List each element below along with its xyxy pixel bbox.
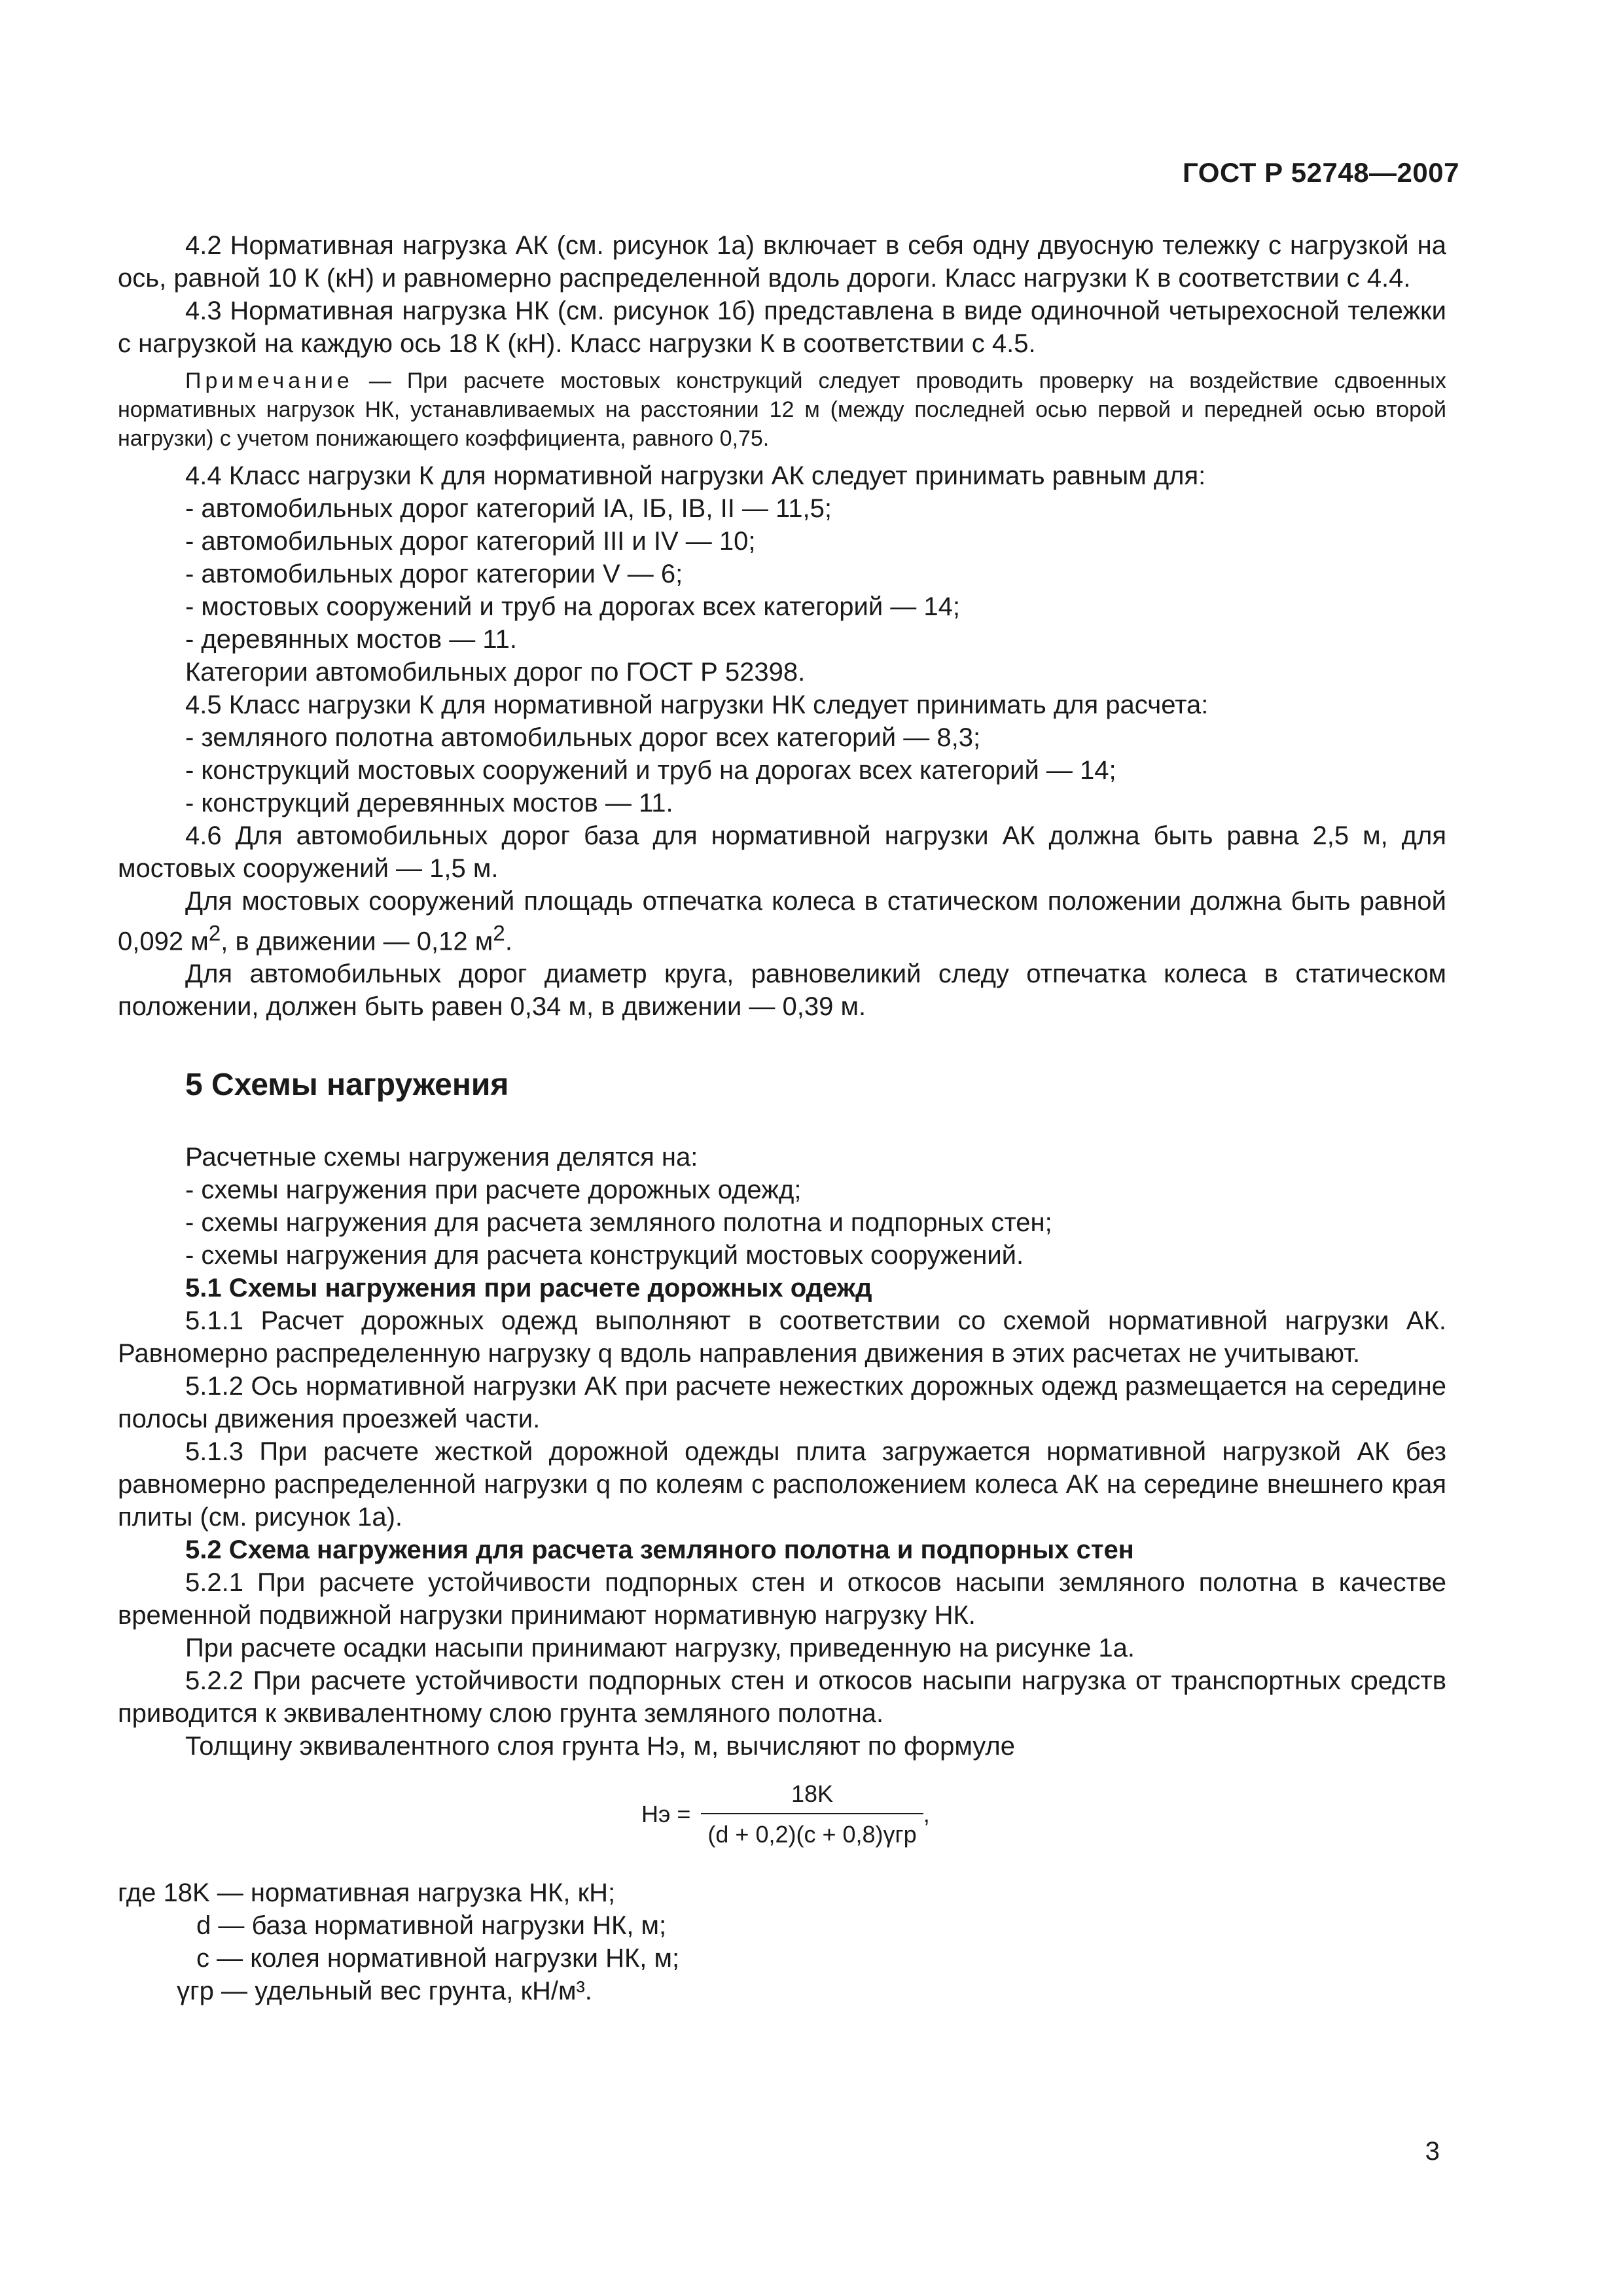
definition-c: c — колея нормативной нагрузки НК, м;	[196, 1944, 680, 1973]
subsection-5-2-heading: 5.2 Схема нагружения для расчета земляного полотна и подпорных стен	[185, 1535, 1134, 1565]
list-item: - автомобильных дорог категорий IA, IБ, IB, II — 11,5;	[185, 494, 832, 523]
superscript: 2	[208, 922, 221, 946]
section-5-intro: Расчетные схемы нагружения делятся на:	[185, 1143, 698, 1172]
formula-lhs: Hэ =	[641, 1801, 691, 1828]
text-run: , в движении — 0,12 м	[221, 927, 493, 956]
paragraph-5-2-2: 5.2.2 При расчете устойчивости подпорных стен и откосов насыпи нагрузка от транспортных средств приводится к эквивалентному слою грунта земляного полотна.	[118, 1666, 1446, 1729]
paragraph-4-6-diameter: Для автомобильных дорог диаметр круга, равновеликий следу отпечатка колеса в статическом положении, должен быть равен 0,34 м, в движении — 0,39 м.	[118, 960, 1446, 1022]
formula-numerator: 18K	[791, 1780, 834, 1808]
definition-gamma: γгр — удельный вес грунта, кН/м³.	[177, 1977, 592, 2006]
paragraph-4-3: 4.3 Нормативная нагрузка НК (см. рисунок 1б) представлена в виде одиночной четырехосной тележки с нагрузкой на каждую ось 18 К (кН). Класс нагрузки К в соответствии с 4.5.	[118, 296, 1446, 358]
list-item: - схемы нагружения при расчете дорожных одежд;	[185, 1175, 802, 1205]
list-item: - схемы нагружения для расчета конструкций мостовых сооружений.	[185, 1241, 1024, 1270]
note	[118, 367, 1446, 453]
paragraph-4-4: 4.4 Класс нагрузки К для нормативной нагрузки АК следует принимать равным для:	[185, 461, 1206, 490]
list-item: - автомобильных дорог категорий III и IV — 10;	[185, 527, 756, 556]
paragraph-4-6-area	[118, 885, 1446, 958]
formula-fraction	[701, 1778, 923, 1851]
document-body	[118, 229, 1446, 2007]
categories-reference: Категории автомобильных дорог по ГОСТ Р 52398.	[185, 658, 806, 687]
standard-header: ГОСТ Р 52748—2007	[1183, 157, 1459, 188]
paragraph-5-2-1-settlement: При расчете осадки насыпи принимают нагрузку, приведенную на рисунке 1а.	[185, 1634, 1135, 1663]
paragraph-4-6: 4.6 Для автомобильных дорог база для нормативной нагрузки АК должна быть равна 2,5 м, для мостовых сооружений — 1,5 м.	[118, 821, 1446, 883]
definition-18k: где 18K — нормативная нагрузка НК, кН;	[118, 1878, 616, 1908]
subsection-5-1-heading: 5.1 Схемы нагружения при расчете дорожных одежд	[185, 1274, 872, 1303]
paragraph-4-5: 4.5 Класс нагрузки К для нормативной нагрузки НК следует принимать для расчета:	[185, 691, 1209, 719]
formula-equivalent-layer	[641, 1772, 1446, 1857]
formula-denominator: (d + 0,2)(c + 0,8)γгр	[701, 1813, 923, 1851]
list-item: - конструкций мостовых сооружений и труб на дорогах всех категорий — 14;	[185, 756, 1116, 785]
page-number: 3	[1425, 2137, 1440, 2166]
text-run: Для мостовых сооружений площадь отпечатка колеса в статическом положении должна быть равной 0,092 м	[118, 887, 1446, 956]
list-item: - мостовых сооружений и труб на дорогах всех категорий — 14;	[185, 592, 961, 621]
text-run: .	[505, 927, 512, 956]
paragraph-4-2: 4.2 Нормативная нагрузка АК (см. рисунок 1а) включает в себя одну двуосную тележку с нагрузкой на ось, равной 10 К (кН) и равномерно распределенной вдоль дороги. Класс нагрузки К в соответствии с 4.4.	[118, 231, 1446, 293]
list-item: - земляного полотна автомобильных дорог всех категорий — 8,3;	[185, 723, 981, 752]
list-item: - схемы нагружения для расчета земляного полотна и подпорных стен;	[185, 1208, 1052, 1238]
list-item: - автомобильных дорог категории V — 6;	[185, 560, 683, 588]
note-label: Примечание	[185, 368, 353, 393]
paragraph-5-2-2-formula-intro: Толщину эквивалентного слоя грунта Hэ, м, вычисляют по формуле	[185, 1732, 1016, 1761]
paragraph-5-1-2: 5.1.2 Ось нормативной нагрузки АК при расчете нежестких дорожных одежд размещается на середине полосы движения проезжей части.	[118, 1372, 1446, 1434]
superscript: 2	[493, 922, 505, 946]
note-text: — При расчете мостовых конструкций следует проводить проверку на воздействие сдвоенных нормативных нагрузок НК, устанавливаемых на расстоянии 12 м (между последней осью первой и передней осью второй нагрузки) с учетом понижающего коэффициента, равного 0,75.	[118, 368, 1446, 451]
list-item: - деревянных мостов — 11.	[185, 625, 517, 654]
paragraph-5-2-1: 5.2.1 При расчете устойчивости подпорных стен и откосов насыпи земляного полотна в качестве временной подвижной нагрузки принимают нормативную нагрузку НК.	[118, 1568, 1446, 1630]
definition-d: d — база нормативной нагрузки НК, м;	[196, 1911, 667, 1941]
paragraph-5-1-1: 5.1.1 Расчет дорожных одежд выполняют в соответствии со схемой нормативной нагрузки АК. Равномерно распределенную нагрузку q вдоль направления движения в этих расчетах не учитывают.	[118, 1306, 1446, 1369]
list-item: - конструкций деревянных мостов — 11.	[185, 789, 673, 817]
section-5-heading: 5 Схемы нагружения	[185, 1067, 509, 1103]
formula-tail: ,	[923, 1801, 930, 1828]
paragraph-5-1-3: 5.1.3 При расчете жесткой дорожной одежды плита загружается нормативной нагрузкой АК без равномерно распределенной нагрузки q по колеям с расположением колеса АК на середине внешнего края плиты (см. рисунок 1а).	[118, 1437, 1446, 1532]
